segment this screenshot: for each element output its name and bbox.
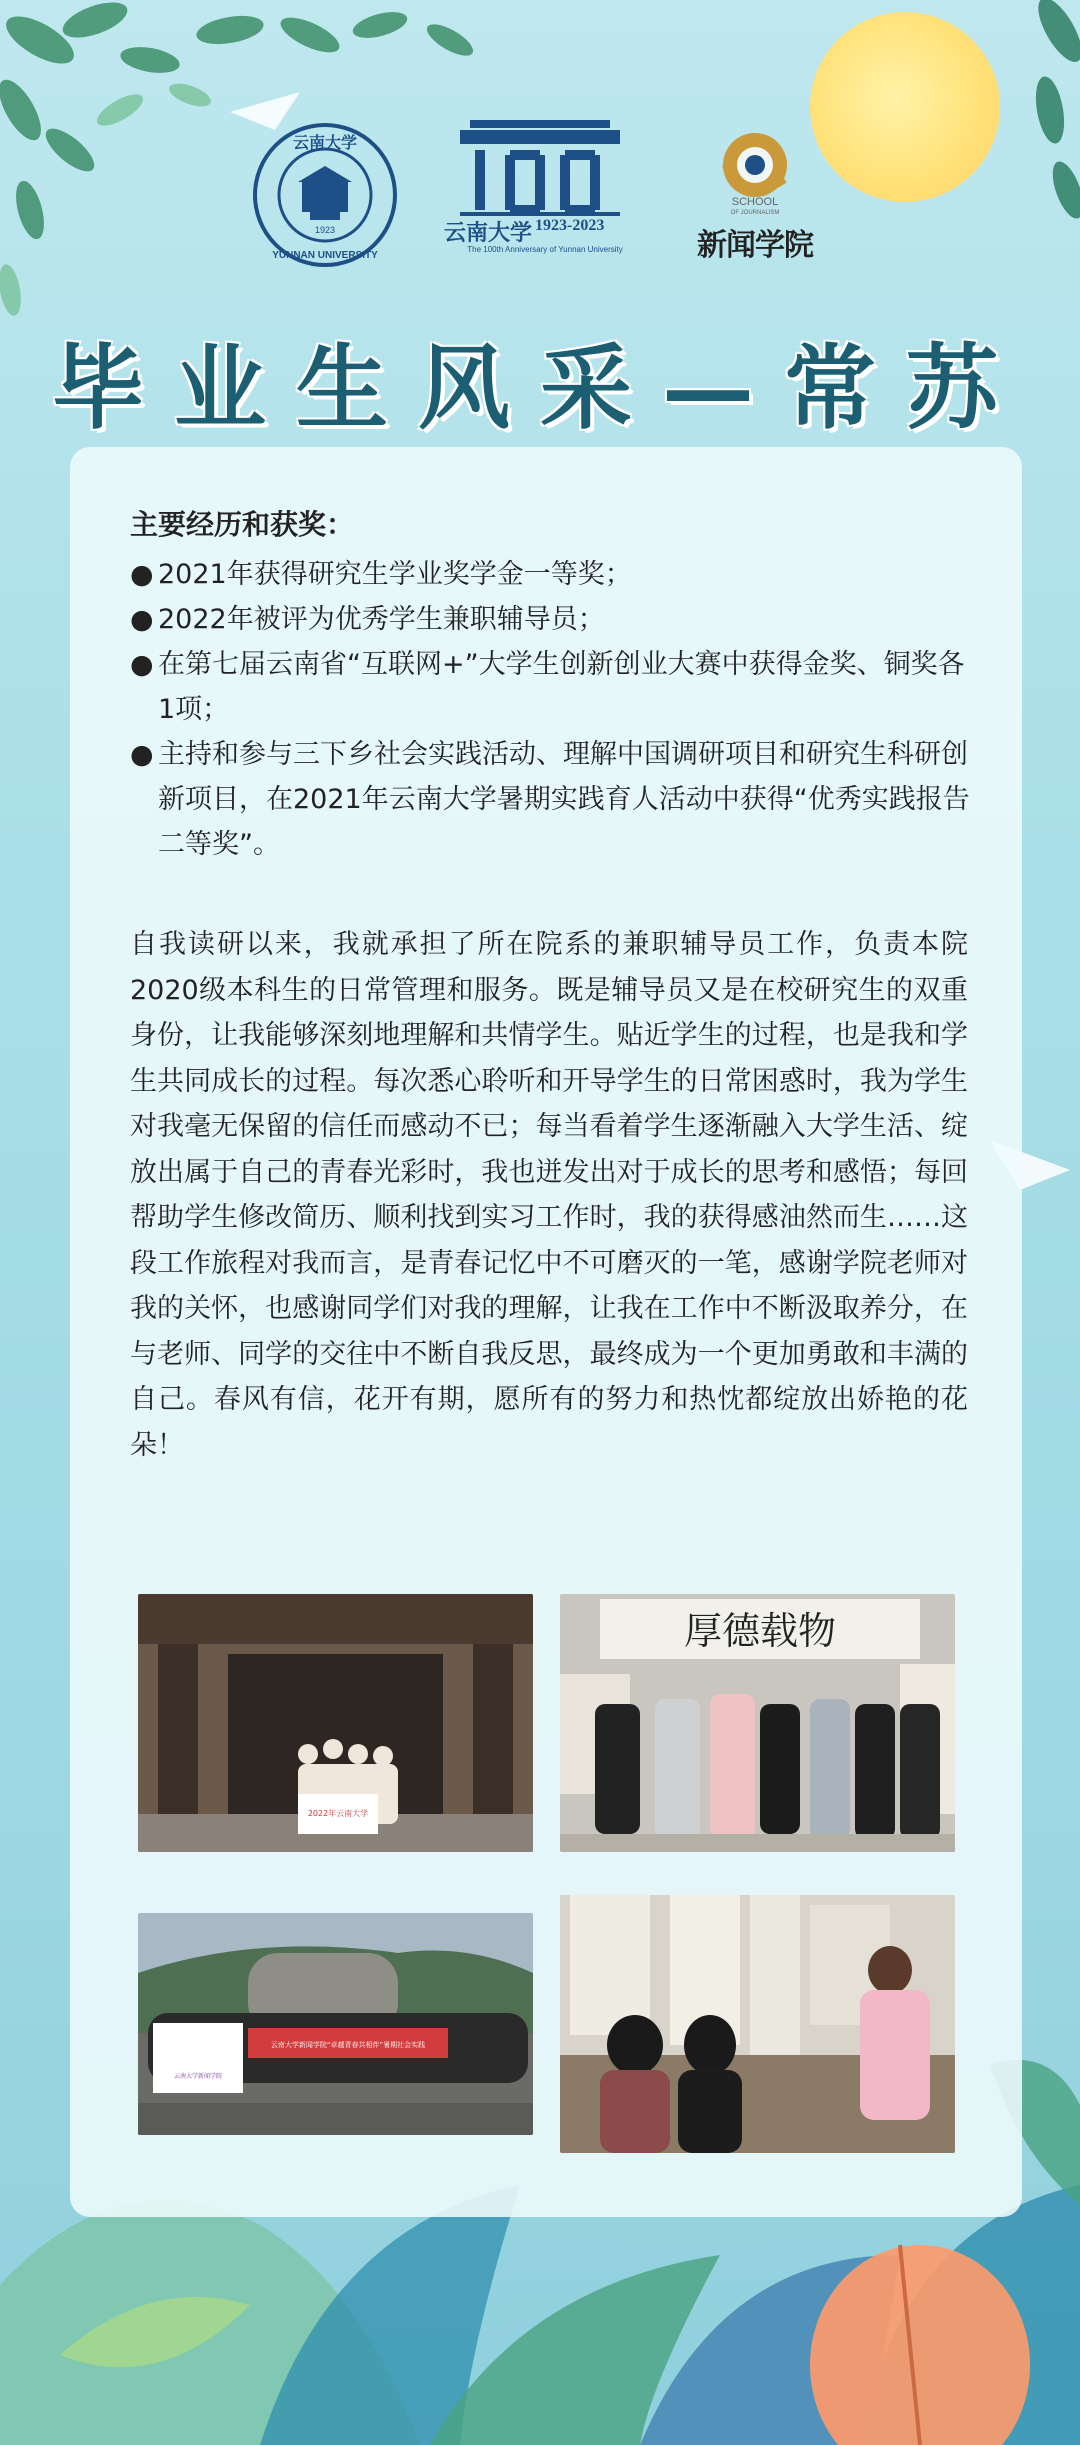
award-text: 2022年被评为优秀学生兼职辅导员； xyxy=(158,604,605,635)
header-logos xyxy=(250,100,830,270)
award-item xyxy=(130,597,970,642)
bullet-icon: ● xyxy=(130,559,154,590)
photo-group-with-banner xyxy=(138,1913,533,2135)
bullet-icon: ● xyxy=(130,649,154,680)
svg-text:厚德载物: 厚德载物 xyxy=(683,1609,837,1653)
photo-group-at-gate xyxy=(138,1594,533,1852)
svg-text:云南大学: 云南大学 xyxy=(292,133,358,152)
bullet-icon: ● xyxy=(130,604,154,635)
centennial-caption: The 100th Anniversary of Yunnan University xyxy=(467,245,623,254)
award-text: 在第七届云南省“互联网+”大学生创新创业大赛中获得金奖、铜奖各1项； xyxy=(158,649,965,725)
svg-text:YUNNAN UNIVERSITY: YUNNAN UNIVERSITY xyxy=(272,250,378,261)
personal-statement: 自我读研以来，我就承担了所在院系的兼职辅导员工作，负责本院2020级本科生的日常管理和服务。既是辅导员又是在校研究生的双重身份，让我能够深刻地理解和共情学生。贴近学生的过程，也是我和学生共同成长的过程。每次悉心聆听和开导学生的日常困惑时，我为学生对我毫无保留的信任而感动不已；每当看着学生逐渐融入大学生活、绽放出属于自己的青春光彩时，我也迸发出对于成长的思考和感悟；每回帮助学生修改简历、顺利找到实习工作时，我的获得感油然而生……这段工作旅程对我而言，是青春记忆中不可磨灭的一笔，感谢学院老师对我的关怀，也感谢同学们对我的理解，让我在工作中不断汲取养分，在与老师、同学的交往中不断自我反思，最终成为一个更加勇敢和丰满的自己。春风有信，花开有期，愿所有的努力和热忱都绽放出娇艳的花朵！ xyxy=(130,929,968,1461)
leaves-top-right-decoration xyxy=(950,0,1080,250)
svg-text:2022年云南大学: 2022年云南大学 xyxy=(307,1809,369,1818)
award-item xyxy=(130,552,970,597)
yunnan-university-emblem xyxy=(250,120,400,270)
svg-text:云南大学新闻学院: 云南大学新闻学院 xyxy=(173,2073,223,2080)
svg-text:1923: 1923 xyxy=(314,225,336,235)
awards-list xyxy=(130,552,970,867)
photo-calligraphy-visit xyxy=(560,1895,955,2153)
award-item xyxy=(130,642,970,732)
svg-text:云南大学: 云南大学 xyxy=(443,220,533,246)
journalism-en-line1: SCHOOL xyxy=(731,196,779,208)
photo-calligraphy-exhibit xyxy=(560,1594,955,1852)
bullet-icon: ● xyxy=(130,739,154,770)
award-text: 主持和参与三下乡社会实践活动、理解中国调研项目和研究生科研创新项目，在2021年云南大学暑期实践育人活动中获得“优秀实践报告二等奖”。 xyxy=(158,739,970,860)
journalism-en-line2: OF JOURNALISM xyxy=(730,210,780,216)
svg-text:云南大学新闻学院“卓越青春共相伴”暑期社会实践: 云南大学新闻学院“卓越青春共相伴”暑期社会实践 xyxy=(270,2041,426,2049)
award-item xyxy=(130,732,970,867)
awards-heading: 主要经历和获奖： xyxy=(130,508,355,541)
journalism-school-name: 新闻学院 xyxy=(697,228,813,263)
centennial-years: 1923-2023 xyxy=(535,217,605,234)
award-text: 2021年获得研究生学业奖学金一等奖； xyxy=(158,559,632,590)
page-title: 毕业生风采—常苏 xyxy=(51,334,1028,442)
